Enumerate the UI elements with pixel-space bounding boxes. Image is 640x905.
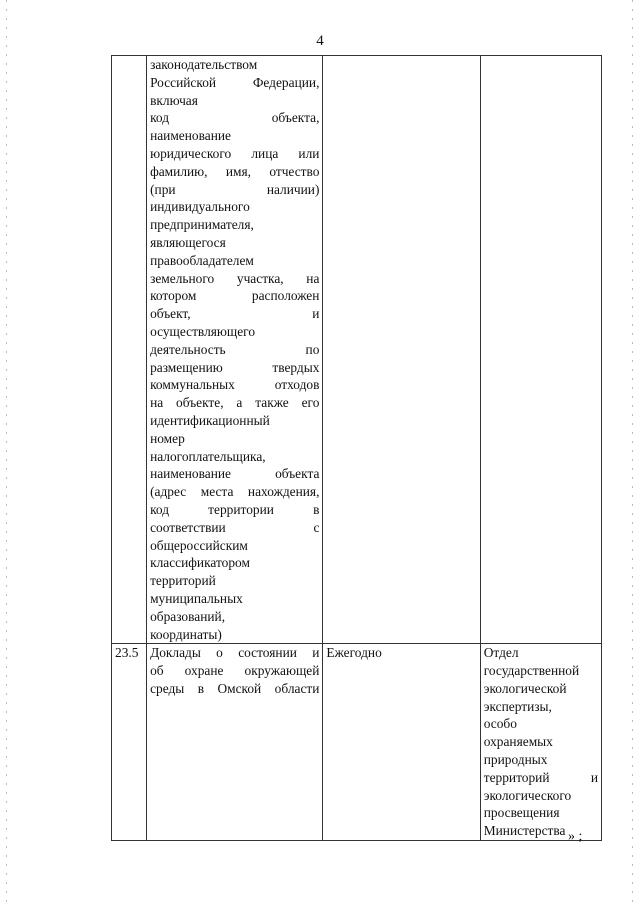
- text-line: деятельность по: [150, 341, 320, 357]
- left-margin-dots: [6, 0, 7, 905]
- row-responsible-cell: [480, 644, 601, 841]
- page-number: 4: [316, 33, 324, 49]
- text-line: котором расположен: [150, 288, 320, 304]
- table-row: [112, 644, 602, 841]
- text-line: муниципальных: [150, 590, 243, 606]
- text-line: код объекта,: [150, 110, 320, 126]
- document-table: [111, 55, 602, 841]
- text-line: Отдел: [483, 645, 519, 661]
- row-number-cell: [112, 56, 147, 644]
- text-line: являющегося: [150, 234, 226, 250]
- text-line: (адрес места нахождения,: [150, 484, 320, 500]
- row-period-cell: [323, 56, 480, 644]
- text-line: законодательством: [150, 57, 258, 72]
- row-responsible-cell: [480, 56, 601, 644]
- row-text-cell: [147, 644, 323, 841]
- text-line: код территории в: [150, 501, 320, 517]
- row-responsible: [484, 644, 598, 840]
- text-line: просвещения: [483, 805, 560, 821]
- text-line: наименование объекта: [150, 466, 320, 482]
- text-line: экспертизы,: [483, 698, 552, 714]
- text-line: индивидуального: [150, 199, 250, 215]
- text-line: экологического: [483, 787, 572, 803]
- text-line: экологической: [483, 680, 567, 696]
- text-line: коммунальных отходов: [150, 377, 320, 393]
- text-line: (при наличии): [150, 181, 320, 197]
- text-line: классификатором: [150, 555, 250, 571]
- text-line: общероссийским: [150, 537, 248, 553]
- text-line: охраняемых: [483, 734, 553, 750]
- text-line: идентификационный: [150, 412, 270, 428]
- row-period-cell: Ежегодно: [323, 644, 480, 841]
- text-line: особо: [483, 716, 517, 732]
- text-line: номер: [150, 430, 185, 446]
- text-line: предпринимателя,: [150, 217, 254, 233]
- text-line: образований,: [150, 608, 226, 624]
- text-line: включая: [150, 92, 198, 108]
- text-line: размещению твердых: [150, 359, 320, 375]
- text-line: правообладателем: [150, 252, 254, 268]
- text-line: соответствии с: [150, 519, 320, 535]
- row-text: [150, 644, 319, 697]
- text-line: среды в Омской области: [150, 680, 320, 696]
- text-line: на объекте, а также его: [150, 395, 320, 411]
- text-line: наименование: [150, 128, 231, 144]
- text-line: осуществляющего: [150, 323, 256, 339]
- text-line: фамилию, имя, отчество: [150, 163, 320, 179]
- text-line: налогоплательщика,: [150, 448, 266, 464]
- right-margin-dots: [632, 0, 633, 905]
- text-line: государственной: [483, 663, 580, 679]
- text-line: Доклады о состоянии и: [150, 645, 320, 661]
- closing-mark: » ;: [568, 829, 583, 844]
- text-line: земельного участка, на: [150, 270, 320, 286]
- text-line: территорий: [150, 573, 216, 589]
- table-row: [112, 56, 602, 644]
- text-line: объект, и: [150, 306, 320, 322]
- text-line: юридического лица или: [150, 145, 320, 161]
- text-line: Министерства: [483, 823, 566, 839]
- text-line: природных: [483, 752, 548, 768]
- row-text-cell: [147, 56, 323, 644]
- text-line: координаты): [150, 626, 222, 642]
- row-text: [150, 56, 319, 643]
- text-line: территорий и: [483, 769, 598, 785]
- row-number-cell: 23.5: [112, 644, 147, 841]
- text-line: об охране окружающей: [150, 663, 320, 679]
- text-line: Российской Федерации,: [150, 74, 320, 90]
